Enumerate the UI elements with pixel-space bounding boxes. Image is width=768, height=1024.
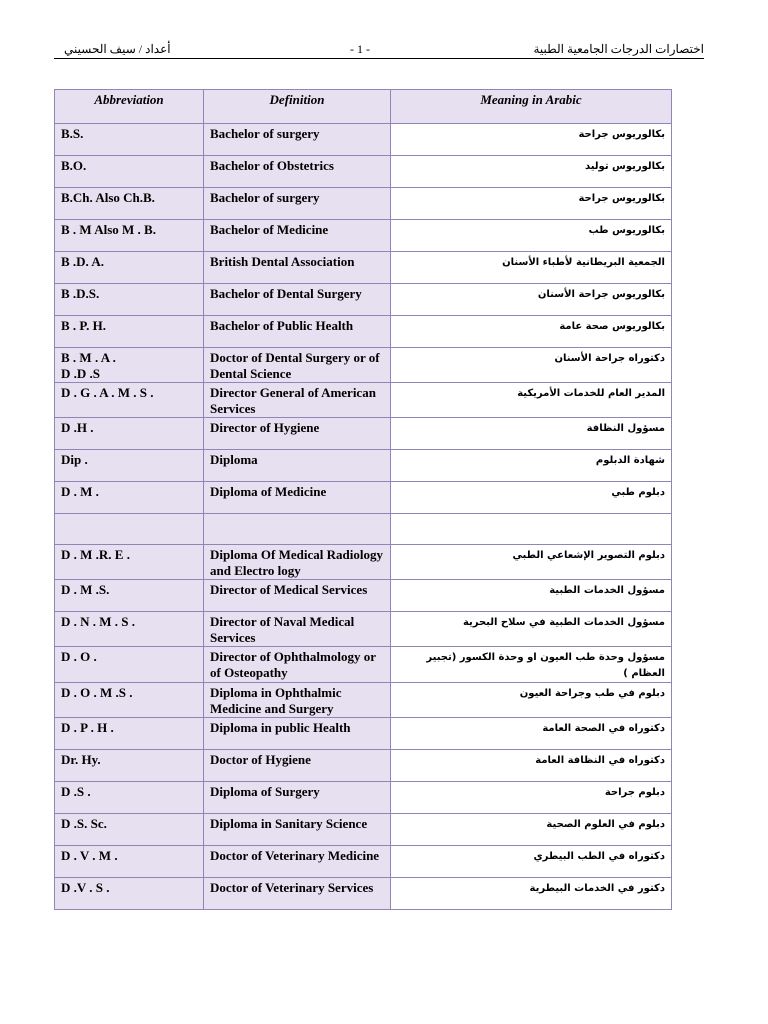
- arabic-meaning-cell: دكتوراه في الطب البيطري: [391, 846, 672, 878]
- abbreviation-cell: D . M .: [55, 482, 204, 514]
- definition-cell: Bachelor of surgery: [204, 188, 391, 220]
- arabic-meaning-cell: الجمعية البريطانية لأطباء الأسنان: [391, 252, 672, 284]
- definition-cell: Bachelor of Dental Surgery: [204, 284, 391, 316]
- table-row: [55, 846, 672, 878]
- table-row: [55, 514, 672, 545]
- table-header-row: [55, 90, 672, 124]
- arabic-meaning-cell: دكتوراه في الصحة العامة: [391, 718, 672, 750]
- abbreviation-cell: D . V . M .: [55, 846, 204, 878]
- abbreviation-cell: D .V . S .: [55, 878, 204, 910]
- table-row: [55, 683, 672, 718]
- page-header: [54, 40, 704, 59]
- arabic-meaning-cell: المدير العام للخدمات الأمريكية: [391, 383, 672, 418]
- definition-cell: British Dental Association: [204, 252, 391, 284]
- arabic-meaning-cell: دكتوراه في النظافة العامة: [391, 750, 672, 782]
- table-row: [55, 580, 672, 612]
- arabic-meaning-cell: دكتوراه جراحة الأسنان: [391, 348, 672, 383]
- definition-cell: Doctor of Hygiene: [204, 750, 391, 782]
- definition-cell: [204, 514, 391, 545]
- arabic-meaning-cell: دكتور في الخدمات البيطرية: [391, 878, 672, 910]
- definition-cell: Diploma of Medicine: [204, 482, 391, 514]
- table-row: [55, 124, 672, 156]
- abbreviation-cell: B.Ch. Also Ch.B.: [55, 188, 204, 220]
- abbreviation-cell: B . M Also M . B.: [55, 220, 204, 252]
- table-row: [55, 316, 672, 348]
- abbreviation-cell: B . M . A . D .D .S: [55, 348, 204, 383]
- table-row: [55, 418, 672, 450]
- table-row: [55, 718, 672, 750]
- arabic-meaning-cell: [391, 514, 672, 545]
- definition-cell: Bachelor of Medicine: [204, 220, 391, 252]
- column-header-arabic: Meaning in Arabic: [391, 90, 672, 124]
- table-row: [55, 252, 672, 284]
- abbreviation-cell: D . N . M . S .: [55, 612, 204, 647]
- abbreviation-cell: D .S. Sc.: [55, 814, 204, 846]
- arabic-meaning-cell: بكالوريوس جراحة: [391, 188, 672, 220]
- abbreviation-cell: B.O.: [55, 156, 204, 188]
- definition-cell: Diploma in public Health: [204, 718, 391, 750]
- arabic-meaning-cell: شهادة الدبلوم: [391, 450, 672, 482]
- definition-cell: Diploma: [204, 450, 391, 482]
- abbreviation-cell: D .H .: [55, 418, 204, 450]
- arabic-meaning-cell: بكالوريوس صحة عامة: [391, 316, 672, 348]
- abbreviation-cell: D . O . M .S .: [55, 683, 204, 718]
- arabic-meaning-cell: بكالوريوس جراحة: [391, 124, 672, 156]
- table-row: [55, 156, 672, 188]
- abbreviation-cell: D . M .R. E .: [55, 545, 204, 580]
- header-author: أعداد / سيف الحسيني: [64, 42, 171, 56]
- table-row: [55, 814, 672, 846]
- arabic-meaning-cell: مسؤول وحدة طب العيون او وحدة الكسور (تجبير العظام ): [391, 647, 672, 683]
- abbreviation-cell: D . M .S.: [55, 580, 204, 612]
- abbreviation-cell: B.S.: [55, 124, 204, 156]
- abbreviation-cell: [55, 514, 204, 545]
- definition-cell: Diploma in Sanitary Science: [204, 814, 391, 846]
- definition-cell: Director of Ophthalmology or of Osteopathy: [204, 647, 391, 683]
- definition-cell: Doctor of Veterinary Medicine: [204, 846, 391, 878]
- header-title: اختصارات الدرجات الجامعية الطبية: [533, 42, 704, 56]
- definition-cell: Bachelor of Public Health: [204, 316, 391, 348]
- table-row: [55, 782, 672, 814]
- arabic-meaning-cell: دبلوم طبي: [391, 482, 672, 514]
- definition-cell: Doctor of Veterinary Services: [204, 878, 391, 910]
- abbreviation-cell: Dr. Hy.: [55, 750, 204, 782]
- table-row: [55, 348, 672, 383]
- definition-cell: Diploma of Surgery: [204, 782, 391, 814]
- abbreviations-table: [54, 89, 672, 910]
- arabic-meaning-cell: دبلوم في طب وجراحة العيون: [391, 683, 672, 718]
- definition-cell: Doctor of Dental Surgery or of Dental Science: [204, 348, 391, 383]
- arabic-meaning-cell: دبلوم التصوير الإشعاعي الطبي: [391, 545, 672, 580]
- arabic-meaning-cell: مسؤول الخدمات الطبية: [391, 580, 672, 612]
- column-header-abbreviation: Abbreviation: [55, 90, 204, 124]
- page-number: - 1 -: [350, 42, 370, 56]
- definition-cell: Bachelor of surgery: [204, 124, 391, 156]
- table-row: [55, 188, 672, 220]
- table-row: [55, 878, 672, 910]
- column-header-definition: Definition: [204, 90, 391, 124]
- table-row: [55, 220, 672, 252]
- arabic-meaning-cell: مسؤول النظافة: [391, 418, 672, 450]
- arabic-meaning-cell: بكالوريوس جراحة الأسنان: [391, 284, 672, 316]
- definition-cell: Diploma in Ophthalmic Medicine and Surgery: [204, 683, 391, 718]
- abbreviation-cell: B . P. H.: [55, 316, 204, 348]
- arabic-meaning-cell: دبلوم جراحة: [391, 782, 672, 814]
- definition-cell: Director of Medical Services: [204, 580, 391, 612]
- abbreviation-cell: D . P . H .: [55, 718, 204, 750]
- definition-cell: Director of Naval Medical Services: [204, 612, 391, 647]
- definition-cell: Director General of American Services: [204, 383, 391, 418]
- abbreviation-cell: B .D. A.: [55, 252, 204, 284]
- table-row: [55, 482, 672, 514]
- arabic-meaning-cell: مسؤول الخدمات الطبية في سلاح البحرية: [391, 612, 672, 647]
- definition-cell: Bachelor of Obstetrics: [204, 156, 391, 188]
- table-row: [55, 612, 672, 647]
- table-row: [55, 383, 672, 418]
- table-row: [55, 750, 672, 782]
- abbreviation-cell: Dip .: [55, 450, 204, 482]
- abbreviation-cell: D .S .: [55, 782, 204, 814]
- definition-cell: Director of Hygiene: [204, 418, 391, 450]
- arabic-meaning-cell: دبلوم في العلوم الصحية: [391, 814, 672, 846]
- table-row: [55, 647, 672, 683]
- abbreviation-cell: B .D.S.: [55, 284, 204, 316]
- table-row: [55, 545, 672, 580]
- table-row: [55, 450, 672, 482]
- arabic-meaning-cell: بكالوريوس طب: [391, 220, 672, 252]
- table-row: [55, 284, 672, 316]
- abbreviation-cell: D . G . A . M . S .: [55, 383, 204, 418]
- abbreviation-cell: D . O .: [55, 647, 204, 683]
- arabic-meaning-cell: بكالوريوس توليد: [391, 156, 672, 188]
- definition-cell: Diploma Of Medical Radiology and Electro logy: [204, 545, 391, 580]
